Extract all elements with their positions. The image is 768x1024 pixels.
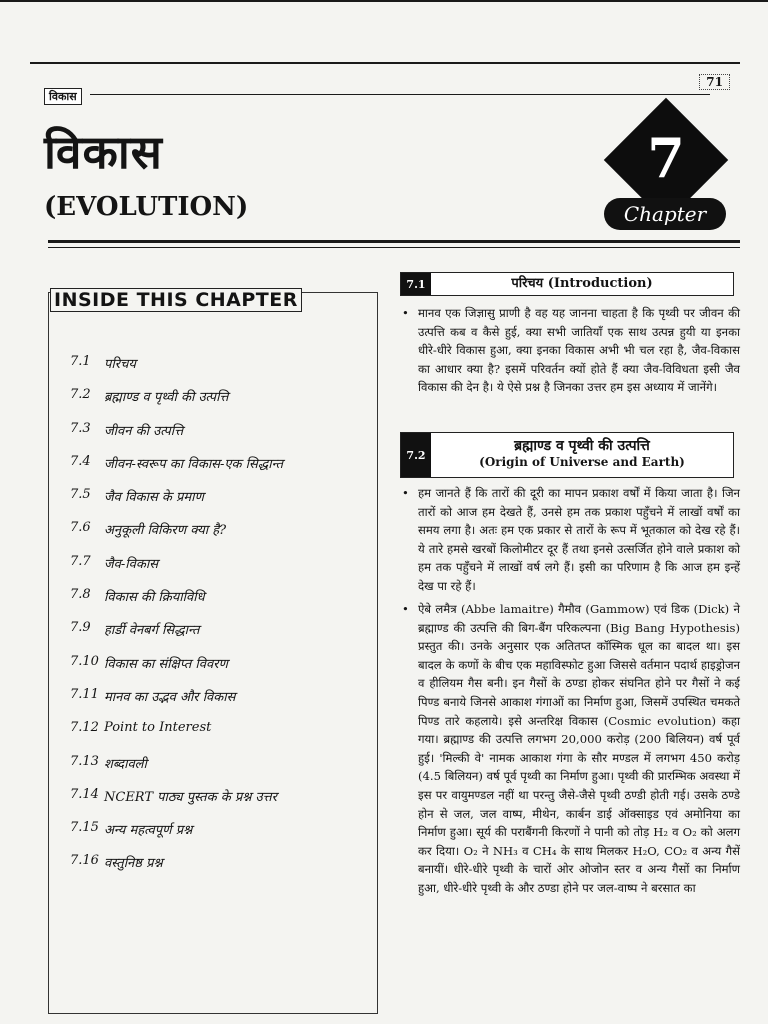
toc-item-title: अनुकूली विकिरण क्या है? xyxy=(104,523,227,539)
chapter-number: 7 xyxy=(647,126,685,190)
toc-item-title: जीवन की उत्पत्ति xyxy=(104,423,184,439)
toc-item-title: अन्य महत्वपूर्ण प्रश्न xyxy=(104,823,193,839)
toc-item xyxy=(70,354,370,387)
toc-item-number: 7.14 xyxy=(70,786,99,802)
header-rule xyxy=(30,62,740,64)
toc-item xyxy=(70,620,370,653)
section-7-1-header xyxy=(400,272,734,296)
top-border xyxy=(0,0,768,2)
toc-item-number: 7.12 xyxy=(70,720,99,736)
toc-item-number: 7.7 xyxy=(70,553,91,569)
toc-item-number: 7.6 xyxy=(70,520,91,536)
header-thin-rule xyxy=(90,94,710,95)
paragraph: हम जानते हैं कि तारों की दूरी का मापन प्रकाश वर्षों में किया जाता है। जिन तारों को आज हम देखते हैं, उनसे हम तक प्रकाश पहुँचने में लाखों वर्षों का समय लगा है। अतः हम एक प्रकार से तारों के रूप में भूतकाल को देख रहे हैं। ये तारे हमसे खरबों किलोमीटर दूर हैं तथा इनसे उत्सर्जित होने वाले प्रकाश को हम तक पहुँचने में लाखों वर्ष लगे हैं। इसी का परिणाम है कि आज हम इन्हें देख पा रहे हैं। xyxy=(418,486,740,593)
toc-item-number: 7.10 xyxy=(70,653,99,669)
section-7-1-text xyxy=(404,304,740,397)
toc-item-number: 7.16 xyxy=(70,853,99,869)
toc-item-title: ब्रह्माण्ड व पृथ्वी की उत्पत्ति xyxy=(104,390,229,406)
toc-item-title: जीवन-स्वरूप का विकास-एक सिद्धान्त xyxy=(104,456,283,472)
section-number: 7.2 xyxy=(401,433,431,477)
toc-item xyxy=(70,554,370,587)
toc-item-number: 7.11 xyxy=(70,686,99,702)
toc-item xyxy=(70,720,370,753)
toc-item-title: शब्दावली xyxy=(104,756,147,772)
chapter-badge xyxy=(600,100,732,240)
toc-item-number: 7.8 xyxy=(70,587,91,603)
toc-item xyxy=(70,587,370,620)
section-number: 7.1 xyxy=(401,273,431,295)
toc-item-number: 7.2 xyxy=(70,387,91,403)
toc-item xyxy=(70,853,370,886)
section-title-hindi: ब्रह्माण्ड व पृथ्वी की उत्पत्ति xyxy=(514,438,650,454)
title-rule-thin xyxy=(48,247,740,248)
toc-item-title: विकास का संक्षिप्त विवरण xyxy=(104,656,228,672)
toc-item-title: जैव-विकास xyxy=(104,556,159,572)
toc-item xyxy=(70,387,370,420)
toc-item-title: Point to Interest xyxy=(104,720,212,736)
title-rule-thick xyxy=(48,240,740,243)
toc-item xyxy=(70,820,370,853)
toc-item-title: वस्तुनिष्ठ प्रश्न xyxy=(104,856,163,872)
section-7-2-text-1 xyxy=(404,484,740,596)
bullet: • xyxy=(402,486,409,500)
section-7-2-text-2 xyxy=(404,600,740,898)
toc-item xyxy=(70,421,370,454)
toc-item-number: 7.1 xyxy=(70,354,91,369)
running-head-tag: विकास xyxy=(44,88,82,105)
toc-item-number: 7.5 xyxy=(70,487,91,503)
toc-item xyxy=(70,787,370,820)
toc-item xyxy=(70,687,370,720)
toc-item xyxy=(70,654,370,687)
toc-item-title: विकास की क्रियाविधि xyxy=(104,590,205,606)
toc-item xyxy=(70,487,370,520)
toc-item-number: 7.15 xyxy=(70,820,99,836)
page-number: 71 xyxy=(699,74,730,90)
toc-item-number: 7.13 xyxy=(70,753,99,769)
paragraph: मानव एक जिज्ञासु प्राणी है वह यह जानना चाहता है कि पृथ्वी पर जीवन की उत्पत्ति कब व कैसे हुई, क्या सभी जातियाँ एक साथ उत्पन्न हुयी या इनका धीरे-धीरे विकास हुआ, क्या इनका विकास अभी भी चल रहा है, जैव-विकास का आधार क्या है? इसमें परिवर्तन क्यों होते हैं क्या जैव-विविधता इसी जैव विकास की देन है। ये ऐसे प्रश्न है जिनका उत्तर हम इस अध्याय में जानेंगे। xyxy=(418,306,740,395)
toc-item-number: 7.3 xyxy=(70,420,91,436)
toc-heading: INSIDE THIS CHAPTER xyxy=(50,288,302,312)
toc-item-number: 7.9 xyxy=(70,620,91,636)
section-7-2-header xyxy=(400,432,734,478)
bullet: • xyxy=(402,602,409,616)
section-title: परिचय (Introduction) xyxy=(511,276,653,291)
chapter-label: Chapter xyxy=(604,198,726,230)
toc-item-title: हार्डी वेनबर्ग सिद्धान्त xyxy=(104,623,200,639)
chapter-title-hindi: विकास xyxy=(44,125,163,179)
bullet: • xyxy=(402,306,409,320)
section-title xyxy=(431,433,733,469)
toc-item xyxy=(70,754,370,787)
toc-item xyxy=(70,520,370,553)
toc-item-title: मानव का उद्भव और विकास xyxy=(104,689,236,705)
toc-item xyxy=(70,454,370,487)
paragraph: ऐबे लमैत्र (Abbe lamaitre) गैमौव (Gammow) एवं डिक (Dick) ने ब्रह्माण्ड की उत्पत्ति की बिग-बैंग परिकल्पना (Big Bang Hypothesis) प्रस्तुत की। उनके अनुसार एक अतितप्त कॉस्मिक धूल का बादल था। इस बादल के कणों के बीच एक महाविस्फोट हुआ जिससे वर्तमान पदार्थ हाइड्रोजन व हीलियम गैस बनी। इन गैसों के ठण्डा होकर संघनित होने पर गैसों ने कई पिण्ड बनाये जिनसे आकाश गंगाओं का निर्माण हुआ, जिसमें उपस्थित चमकते पिण्ड तारे कहलाये। इसे अन्तरिक्ष विकास (Cosmic evolution) कहा गया। ब्रह्माण्ड की उत्पत्ति लगभग 20,000 करोड़ (200 बिलियन) वर्ष पूर्व हुई। 'मिल्की वे' नामक आकाश गंगा के सौर मण्डल में लगभग 450 करोड़ (4.5 बिलियन) वर्ष पूर्व पृथ्वी का निर्माण हुआ। पृथ्वी की प्रारम्भिक अवस्था में इस पर वायुमण्डल नहीं था परन्तु जैसे-जैसे पृथ्वी ठण्डी होती गई। उसके ठण्डे होन से जल, जल वाष्प, मीथेन, कार्बन डाई ऑक्साइड एवं अमोनिया का निर्माण हुआ। सूर्य की पराबैंगनी किरणों ने पानी को तोड़ H₂ व O₂ को अलग कर दिया। O₂ ने NH₃ व CH₄ के साथ मिलकर H₂O, CO₂ व अन्य गैसें बनायीं। धीरे-धीरे पृथ्वी के चारों ओर ओजोन स्तर व अन्य गैसों का निर्माण हुआ, धीरे-धीरे पृथ्वी के और ठण्डा होने पर जल-वाष्प ने बरसात का xyxy=(418,602,740,895)
toc-item-number: 7.4 xyxy=(70,453,91,469)
chapter-title-english: (EVOLUTION) xyxy=(44,192,249,222)
toc-item-title: परिचय xyxy=(104,357,136,372)
toc-list xyxy=(70,354,370,887)
toc-item-title: NCERT पाठ्य पुस्तक के प्रश्न उत्तर xyxy=(104,789,277,805)
section-subtitle: (Origin of Universe and Earth) xyxy=(479,455,685,469)
toc-item-title: जैव विकास के प्रमाण xyxy=(104,490,204,506)
